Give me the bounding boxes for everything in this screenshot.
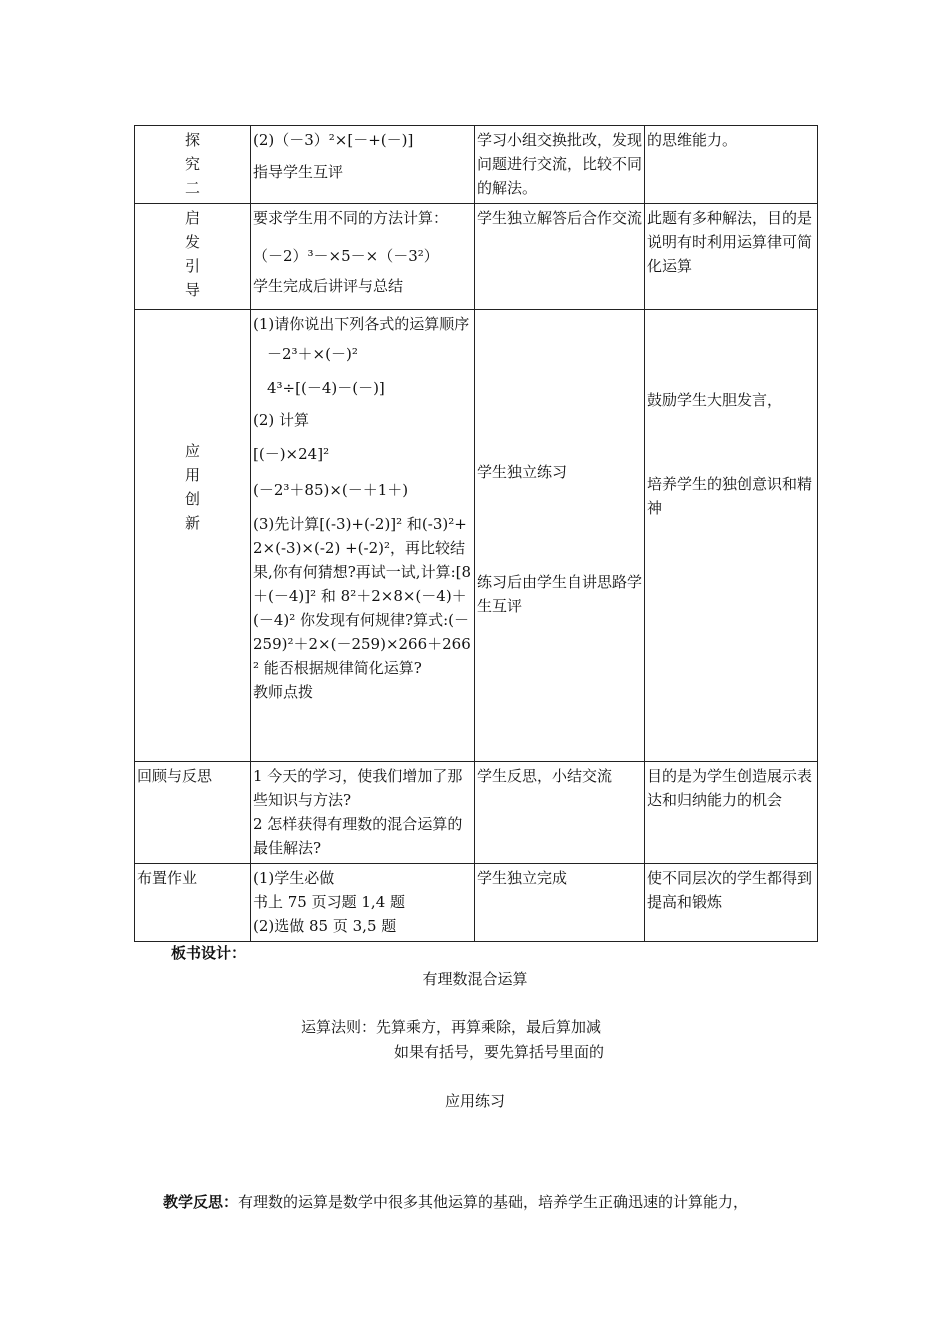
- exercise-text: [(－)×24]²: [253, 445, 330, 463]
- purpose-text: 目的是为学生创造展示表达和归纳能力的机会: [647, 767, 813, 809]
- student-activity-text: 学生独立解答后合作交流: [477, 209, 643, 227]
- teaching-reflection: [163, 1191, 748, 1212]
- question-text: (3)先计算[(-3)+(-2)]² 和(-3)²+2×(-3)×(-2) +(-2)²，再比较结果,你有何猜想?再试一试,计算:[8＋(－4)]² 和 8²＋2×8×(－4)＋(－4)² 你发现有何规律?算式:(－259)²＋2×(－259)×266＋266² 能否根据规律简化运算?: [253, 515, 472, 677]
- stage-char: 引: [184, 257, 200, 275]
- board-practice-label: 应用练习: [444, 1092, 505, 1110]
- reflection-text: 有理数的运算是数学中很多其他运算的基础，培养学生正确迅速的计算能力，: [238, 1193, 749, 1211]
- exercise-text: (2)（－3）²×[－+(－)]: [253, 131, 414, 149]
- board-rule-line-1: 运算法则：先算乘方，再算乘除，最后算加减: [301, 1018, 602, 1036]
- homework-text: (1)学生必做: [253, 869, 335, 887]
- board-title: 有理数混合运算: [422, 970, 528, 988]
- student-activity-text: 学习小组交换批改，发现问题进行交流，比较不同的解法。: [477, 131, 643, 197]
- stage-cell: [135, 204, 251, 310]
- stage-label: 回顾与反思: [137, 767, 213, 785]
- question-text: (2) 计算: [253, 411, 310, 429]
- purpose-cell: [645, 762, 818, 864]
- student-cell: [475, 864, 645, 942]
- activity-cell: [251, 762, 475, 864]
- purpose-cell: [645, 204, 818, 310]
- activity-text: 教师点拨: [253, 683, 314, 701]
- table-row: [135, 204, 818, 310]
- student-activity-text: 学生反思，小结交流: [477, 767, 613, 785]
- purpose-text: 此题有多种解法，目的是说明有时利用运算律可简化运算: [647, 209, 813, 275]
- stage-cell: [135, 310, 251, 762]
- stage-char: 应: [184, 441, 200, 460]
- stage-char: 探: [184, 131, 200, 149]
- homework-text: (2)选做 85 页 3,5 题: [253, 917, 397, 935]
- question-text: 1 今天的学习，使我们增加了那些知识与方法?: [253, 767, 463, 809]
- stage-char: 启: [184, 209, 200, 227]
- stage-char: 二: [184, 179, 200, 197]
- purpose-text: 使不同层次的学生都得到提高和锻炼: [647, 869, 813, 911]
- homework-text: 书上 75 页习题 1,4 题: [253, 893, 406, 911]
- exercise-text: （－2）³－×5－×（－3²）: [253, 247, 439, 265]
- student-activity-text: 学生独立练习: [477, 463, 568, 481]
- student-cell: [475, 310, 645, 762]
- activity-text: 指导学生互评: [253, 163, 344, 181]
- student-cell: [475, 204, 645, 310]
- stage-char: 创: [184, 489, 200, 508]
- table-row: [135, 864, 818, 942]
- reflection-heading: 教学反思：: [163, 1193, 239, 1211]
- activity-cell: [251, 126, 475, 204]
- purpose-text: 鼓励学生大胆发言，: [647, 391, 783, 409]
- table-row: [135, 310, 818, 762]
- student-cell: [475, 762, 645, 864]
- stage-cell: [135, 864, 251, 942]
- stage-char: 究: [184, 155, 200, 173]
- student-activity-text: 学生独立完成: [477, 869, 568, 887]
- stage-char: 发: [184, 233, 200, 251]
- activity-cell: [251, 310, 475, 762]
- activity-cell: [251, 204, 475, 310]
- question-text: (1)请你说出下列各式的运算顺序: [253, 315, 470, 333]
- stage-cell: [135, 126, 251, 204]
- stage-char: 用: [184, 465, 200, 484]
- purpose-text: 的思维能力。: [647, 131, 738, 149]
- stage-char: 新: [184, 513, 200, 532]
- stage-char: 导: [184, 281, 200, 299]
- stage-label: 布置作业: [137, 869, 198, 887]
- lesson-plan-table: [134, 125, 818, 942]
- activity-text: 学生完成后讲评与总结: [253, 277, 404, 295]
- activity-text: 要求学生用不同的方法计算：: [253, 209, 449, 227]
- question-text: 2 怎样获得有理数的混合运算的最佳解法?: [253, 815, 463, 857]
- purpose-cell: [645, 126, 818, 204]
- student-cell: [475, 126, 645, 204]
- board-design-heading: 板书设计：: [171, 944, 247, 962]
- table-row: [135, 126, 818, 204]
- exercise-text: －2³＋×(－)²: [267, 345, 358, 363]
- exercise-text: 4³÷[(－4)－(－)]: [267, 379, 385, 397]
- table-row: [135, 762, 818, 864]
- purpose-cell: [645, 864, 818, 942]
- board-rule-line-2: 如果有括号，要先算括号里面的: [394, 1043, 605, 1061]
- purpose-cell: [645, 310, 818, 762]
- exercise-text: (－2³＋85)×(－＋1＋): [253, 481, 409, 499]
- stage-cell: [135, 762, 251, 864]
- purpose-text: 培养学生的独创意识和精神: [647, 475, 813, 517]
- activity-cell: [251, 864, 475, 942]
- student-activity-text: 练习后由学生自讲思路学生互评: [477, 573, 643, 615]
